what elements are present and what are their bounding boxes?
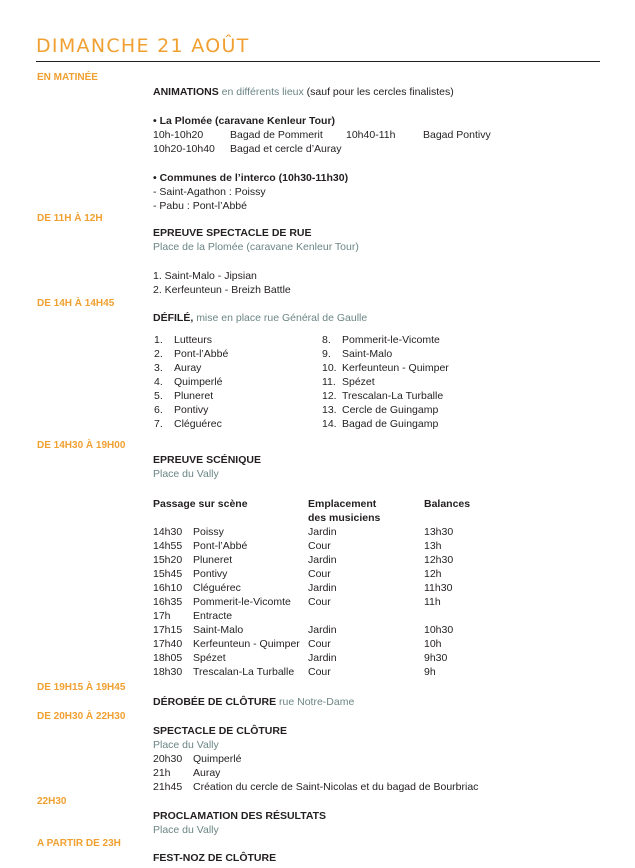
item-name: Trescalan-La Turballe	[342, 390, 444, 402]
item-name: Pontivy	[174, 404, 209, 416]
table-row	[153, 609, 261, 623]
section-proclamation	[0, 795, 635, 836]
item-name: Cléguérec	[174, 418, 222, 430]
section-time: DE 11H À 12H	[37, 213, 103, 224]
section-epreuve-scenique	[0, 439, 635, 678]
section-defile	[0, 297, 635, 430]
section-heading: PROCLAMATION DES RÉSULTATS	[153, 810, 327, 822]
item-name: Lutteurs	[174, 334, 212, 346]
cell-t: 17h	[153, 610, 171, 622]
subsection-title: • La Plomée (caravane Kenleur Tour)	[153, 115, 336, 127]
table-row	[153, 651, 448, 665]
section-location: Place de la Plomée (caravane Kenleur Tour)	[153, 241, 359, 253]
cell-bal: 13h	[424, 540, 442, 552]
section-time: A PARTIR DE 23H	[37, 838, 121, 849]
item-number: 11.	[322, 376, 336, 388]
section-time: 22H30	[37, 796, 67, 807]
section-heading: SPECTACLE DE CLÔTURE	[153, 725, 287, 737]
section-location: mise en place rue Général de Gaulle	[196, 312, 368, 324]
cell-name: Cléguérec	[193, 582, 241, 594]
cell-place: Cour	[308, 596, 331, 608]
table-row	[153, 525, 454, 539]
cell-t: 17h40	[153, 638, 183, 650]
cell-place: Cour	[308, 638, 331, 650]
cell-t: 18h30	[153, 666, 183, 678]
section-time: DE 20H30 À 22H30	[37, 711, 126, 722]
cell-place: Cour	[308, 568, 331, 580]
schedule-row: 21h45 Création du cercle de Saint-Nicolas et du bagad de Bourbriac	[153, 781, 479, 793]
item-number: 8.	[322, 334, 331, 346]
item-name: Spézet	[342, 376, 375, 388]
item-name: Saint-Malo	[342, 348, 393, 360]
cell-name: Pommerit-le-Vicomte	[193, 596, 291, 608]
page-title: DIMANCHE 21 AOÛT	[36, 35, 250, 57]
table-row	[153, 637, 442, 651]
item-number: 12.	[322, 390, 337, 402]
cell-bal: 10h	[424, 638, 442, 650]
section-heading: EPREUVE SCÉNIQUE	[153, 454, 261, 466]
item-name: Kerfeunteun - Quimper	[342, 362, 449, 374]
cell-name: Pluneret	[193, 554, 233, 566]
section-heading: ANIMATIONS	[153, 86, 219, 98]
cell-bal: 12h30	[424, 554, 454, 566]
section-fest-noz	[0, 837, 635, 864]
section-heading: FEST-NOZ DE CLÔTURE	[153, 852, 277, 864]
section-heading: DÉFILÉ,	[153, 312, 194, 324]
section-matinee	[0, 71, 635, 212]
cell-name: Pontivy	[193, 568, 228, 580]
cell-t: 15h20	[153, 554, 183, 566]
item-name: Bagad de Guingamp	[342, 418, 439, 430]
section-heading: EPREUVE SPECTACLE DE RUE	[153, 227, 312, 239]
table-row	[153, 581, 453, 595]
item-name: Pommerit-le-Vicomte	[342, 334, 440, 346]
column-header: Passage sur scène	[153, 498, 248, 510]
table-row	[153, 595, 441, 609]
schedule-row: 10h-10h20 Bagad de Pommerit 10h40-11h Bagad Pontivy	[153, 129, 491, 141]
cell-t: 17h15	[153, 624, 183, 636]
cell-place: Jardin	[308, 652, 337, 664]
cell-t: 15h45	[153, 568, 183, 580]
cell-bal: 11h	[424, 596, 441, 608]
cell-bal: 10h30	[424, 624, 454, 636]
cell-place: Jardin	[308, 526, 337, 538]
column-header: Emplacement	[308, 498, 377, 510]
cell-t: 14h55	[153, 540, 183, 552]
section-location: Place du Vally	[153, 739, 219, 751]
item-number: 7.	[154, 418, 163, 430]
list-item: - Saint-Agathon : Poissy	[153, 186, 266, 198]
section-derobee	[0, 681, 635, 708]
cell-name: Pont-l’Abbé	[193, 540, 248, 552]
section-time: EN MATINÉE	[37, 72, 98, 83]
item-number: 9.	[322, 348, 331, 360]
section-time: DE 14H30 À 19H00	[37, 440, 126, 451]
cell-t: 18h05	[153, 652, 183, 664]
table-row	[153, 623, 454, 637]
column-header: des musiciens	[308, 512, 381, 524]
item-number: 2.	[154, 348, 163, 360]
item-name: Quimperlé	[174, 376, 223, 388]
scenique-table	[153, 525, 454, 679]
cell-place: Jardin	[308, 624, 337, 636]
schedule-row: 20h30 Quimperlé	[153, 753, 242, 765]
cell-place: Jardin	[308, 554, 337, 566]
cell-t: 14h30	[153, 526, 183, 538]
item-number: 13.	[322, 404, 337, 416]
cell-bal: 9h30	[424, 652, 448, 664]
section-location: Place du Vally	[153, 468, 219, 480]
defile-list	[153, 333, 449, 433]
cell-place: Cour	[308, 540, 331, 552]
table-row	[153, 567, 442, 581]
item-name: Cercle de Guingamp	[342, 404, 439, 416]
schedule-row: 10h20-10h40 Bagad et cercle d’Auray	[153, 143, 342, 155]
cell-t: 16h10	[153, 582, 183, 594]
table-header	[153, 497, 471, 511]
section-spectacle-cloture	[0, 710, 635, 793]
cell-bal: 12h	[424, 568, 442, 580]
table-row	[153, 553, 454, 567]
item-number: 14.	[322, 418, 337, 430]
cell-place: Cour	[308, 666, 331, 678]
table-row	[153, 539, 442, 553]
section-location: en différents lieux	[221, 86, 304, 98]
item-number: 5.	[154, 390, 163, 402]
cell-name: Poissy	[193, 526, 224, 538]
item-name: Auray	[174, 362, 202, 374]
item-number: 6.	[154, 404, 163, 416]
cell-t: 16h35	[153, 596, 183, 608]
item-number: 4.	[154, 376, 163, 388]
item-name: Pluneret	[174, 390, 214, 402]
cell-name: Kerfeunteun - Quimper	[193, 638, 300, 650]
cell-name: Entracte	[193, 610, 233, 622]
section-time: DE 14H À 14H45	[37, 298, 115, 309]
section-spectacle-rue	[0, 212, 635, 296]
section-location: rue Notre-Dame	[279, 696, 355, 708]
cell-name: Saint-Malo	[193, 624, 244, 636]
table-row	[153, 665, 436, 679]
cell-name: Spézet	[193, 652, 226, 664]
item-number: 10.	[322, 362, 337, 374]
section-location: Place du Vally	[153, 824, 219, 836]
cell-bal: 13h30	[424, 526, 454, 538]
column-header: Balances	[424, 498, 471, 510]
subsection-title: • Communes de l’interco (10h30-11h30)	[153, 172, 349, 184]
item-name: Pont-l’Abbé	[174, 348, 229, 360]
title-divider	[36, 61, 600, 62]
cell-name: Trescalan-La Turballe	[193, 666, 295, 678]
cell-place: Jardin	[308, 582, 337, 594]
list-item: 2. Kerfeunteun - Breizh Battle	[153, 284, 291, 296]
cell-bal: 11h30	[424, 582, 453, 594]
item-number: 1.	[154, 334, 163, 346]
schedule-row: 21h Auray	[153, 767, 221, 779]
list-item: - Pabu : Pont-l’Abbé	[153, 200, 247, 212]
section-heading: DÉROBÉE DE CLÔTURE	[153, 696, 277, 708]
list-item: 1. Saint-Malo - Jipsian	[153, 270, 257, 282]
section-note: (sauf pour les cercles finalistes)	[306, 86, 454, 98]
section-time: DE 19H15 À 19H45	[37, 682, 126, 693]
item-number: 3.	[154, 362, 163, 374]
cell-bal: 9h	[424, 666, 436, 678]
